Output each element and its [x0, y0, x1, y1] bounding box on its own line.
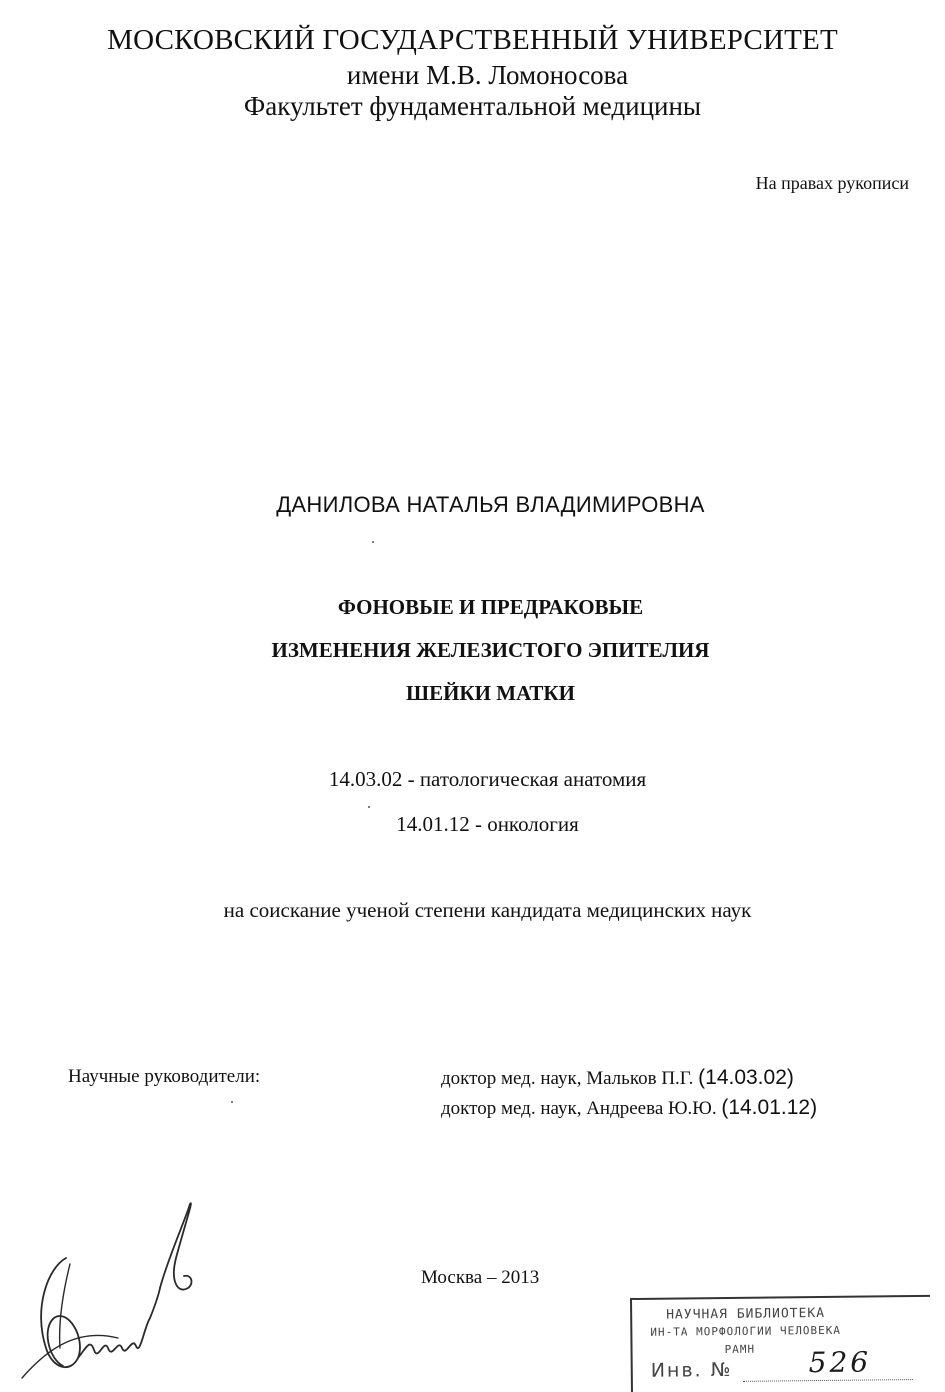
- author-name: ДАНИЛОВА НАТАЛЬЯ ВЛАДИМИРОВНА: [276, 492, 705, 517]
- stamp-institute-name: ИН-ТА МОРФОЛОГИИ ЧЕЛОВЕКА: [650, 1323, 841, 1339]
- university-named-after: имени М.В. Ломоносова: [346, 60, 629, 90]
- supervisor-entry: [441, 1096, 817, 1120]
- faculty-name: Факультет фундаментальной медицины: [243, 91, 702, 121]
- supervisors-label: Научные руководители:: [68, 1066, 261, 1087]
- specialty-line: 14.01.12 - онкология: [396, 812, 579, 836]
- supervisor-name: доктор мед. наук, Мальков П.Г.: [441, 1068, 694, 1089]
- supervisor-specialty-code: (14.03.02): [698, 1066, 794, 1089]
- supervisor-entry: [441, 1066, 794, 1090]
- scan-speck: [368, 806, 370, 808]
- thesis-title-line: ШЕЙКИ МАТКИ: [406, 681, 575, 705]
- stamp-library-name: НАУЧНАЯ БИБЛИОТЕКА: [666, 1305, 826, 1323]
- handwritten-signature: [8, 1198, 208, 1388]
- manuscript-rights-note: На правах рукописи: [755, 173, 909, 193]
- degree-statement: на соискание ученой степени кандидата медицинских наук: [223, 898, 752, 922]
- thesis-title-line: ФОНОВЫЕ И ПРЕДРАКОВЫЕ: [337, 595, 644, 619]
- supervisor-name: доктор мед. наук, Андреева Ю.Ю.: [441, 1098, 717, 1119]
- university-name: МОСКОВСКИЙ ГОСУДАРСТВЕННЫЙ УНИВЕРСИТЕТ: [107, 24, 838, 56]
- stamp-inventory-label: Инв. №: [650, 1358, 733, 1382]
- city-year: Москва – 2013: [421, 1267, 540, 1288]
- stamp-academy-name: РАМН: [724, 1342, 756, 1357]
- thesis-title-line: ИЗМЕНЕНИЯ ЖЕЛЕЗИСТОГО ЭПИТЕЛИЯ: [271, 638, 710, 662]
- specialty-line: 14.03.02 - патологическая анатомия: [328, 767, 647, 791]
- stamp-inventory-number: 526: [808, 1345, 872, 1380]
- library-stamp: [630, 1295, 931, 1392]
- supervisor-specialty-code: (14.01.12): [721, 1096, 818, 1119]
- scan-speck: [372, 541, 374, 543]
- stamp-underline: [743, 1379, 913, 1382]
- scan-speck: [231, 1101, 233, 1103]
